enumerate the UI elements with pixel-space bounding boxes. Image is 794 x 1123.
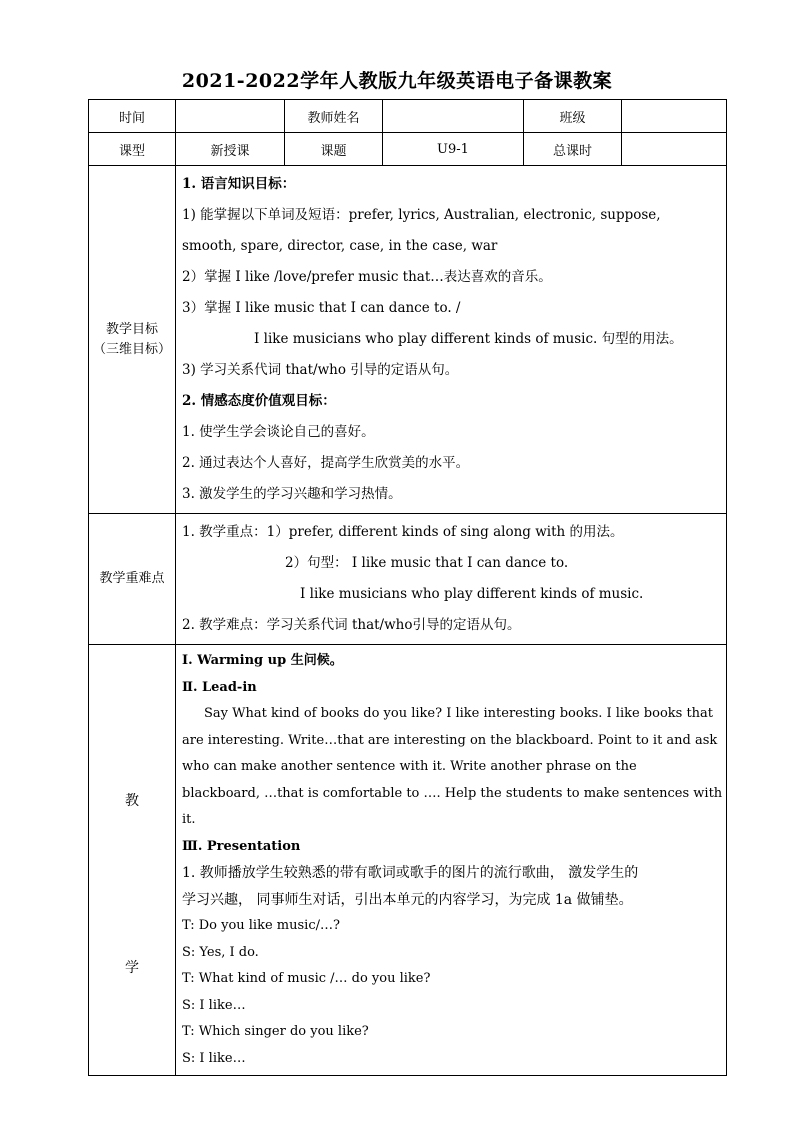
goals-line: 2. 通过表达个人喜好，提高学生欣赏美的水平。 xyxy=(182,455,470,471)
topic-label: 课题 xyxy=(285,133,383,166)
header-row-2 xyxy=(89,133,727,166)
teaching-row xyxy=(89,645,727,1076)
goals-content[interactable] xyxy=(176,166,727,514)
header-row-1 xyxy=(89,100,727,133)
goals-heading-emotion: 2. 情感态度价值观目标： xyxy=(182,393,336,409)
teaching-line: S: Yes, I do. xyxy=(182,944,259,960)
teacher-value[interactable] xyxy=(383,100,524,133)
class-value[interactable] xyxy=(622,100,727,133)
goals-heading-knowledge: 1. 语言知识目标： xyxy=(182,176,296,192)
goals-line: 3) 学习关系代词 that/who 引导的定语从句。 xyxy=(182,362,459,378)
goals-label xyxy=(89,166,176,514)
teaching-line: S: I like… xyxy=(182,997,246,1013)
type-label: 课型 xyxy=(89,133,176,166)
teaching-line: T: Which singer do you like? xyxy=(182,1024,369,1039)
total-value[interactable] xyxy=(622,133,727,166)
teaching-line: 1. 教师播放学生较熟悉的带有歌词或歌手的图片的流行歌曲， 激发学生的 xyxy=(182,865,639,881)
topic-value[interactable]: U9-1 xyxy=(383,133,524,166)
teacher-label: 教师姓名 xyxy=(285,100,383,133)
keypoints-line: I like musicians who play different kinds of music. xyxy=(300,586,644,602)
keypoints-row xyxy=(89,514,727,645)
total-label: 总课时 xyxy=(524,133,622,166)
keypoints-line: 2）句型： I like music that I can dance to. xyxy=(285,555,569,571)
teaching-line: T: What kind of music /… do you like? xyxy=(182,971,431,986)
goals-line: I like musicians who play different kinds of music. 句型的用法。 xyxy=(254,331,683,347)
teaching-line: 学习兴趣， 同事师生对话，引出本单元的内容学习，为完成 1a 做铺垫。 xyxy=(182,891,633,908)
goals-row xyxy=(89,166,727,514)
teaching-label xyxy=(89,645,176,1076)
keypoints-content[interactable] xyxy=(176,514,727,645)
teaching-label-char1: 教 xyxy=(125,793,139,809)
type-value[interactable]: 新授课 xyxy=(176,133,285,166)
lesson-plan-table xyxy=(88,99,727,1076)
goals-line: 1. 使学生学会谈论自己的喜好。 xyxy=(182,424,375,440)
class-label: 班级 xyxy=(524,100,622,133)
keypoints-line: 2. 教学难点：学习关系代词 that/who引导的定语从句。 xyxy=(182,617,521,633)
teaching-line: Say What kind of books do you like? I like interesting books. I like books that xyxy=(204,706,714,721)
teaching-section-leadin: Ⅱ. Lead-in xyxy=(182,679,257,695)
teaching-section-warmup: Ⅰ. Warming up 生问候。 xyxy=(182,653,343,668)
teaching-line: T: Do you like music/…? xyxy=(182,918,340,933)
teaching-content[interactable] xyxy=(176,645,727,1076)
keypoints-label: 教学重难点 xyxy=(89,514,176,645)
teaching-label-char2: 学 xyxy=(125,960,139,976)
time-label: 时间 xyxy=(89,100,176,133)
teaching-line: who can make another sentence with it. Write another phrase on the xyxy=(182,759,637,774)
teaching-line: S: I like… xyxy=(182,1050,246,1066)
keypoints-line: 1. 教学重点：1）prefer, different kinds of sing along with 的用法。 xyxy=(182,524,624,540)
goals-label-line2: （三维目标） xyxy=(92,341,171,357)
teaching-line: blackboard, …that is comfortable to …. Help the students to make sentences with xyxy=(182,785,723,801)
goals-line: 2）掌握 I like /love/prefer music that…表达喜欢的音乐。 xyxy=(182,269,552,285)
teaching-section-presentation: Ⅲ. Presentation xyxy=(182,838,301,854)
time-value[interactable] xyxy=(176,100,285,133)
goals-line: smooth, spare, director, case, in the case, war xyxy=(182,238,498,254)
goals-label-line1: 教学目标 xyxy=(105,321,158,337)
document-title: 2021-2022学年人教版九年级英语电子备课教案 xyxy=(181,70,613,92)
goals-line: 1) 能掌握以下单词及短语：prefer, lyrics, Australian, electronic, suppose, xyxy=(182,207,661,223)
teaching-line: are interesting. Write…that are interesting on the blackboard. Point to it and ask xyxy=(182,732,718,748)
goals-line: 3）掌握 I like music that I can dance to. / xyxy=(182,300,461,316)
goals-line: 3. 激发学生的学习兴趣和学习热情。 xyxy=(182,486,402,502)
teaching-line: it. xyxy=(182,812,196,827)
